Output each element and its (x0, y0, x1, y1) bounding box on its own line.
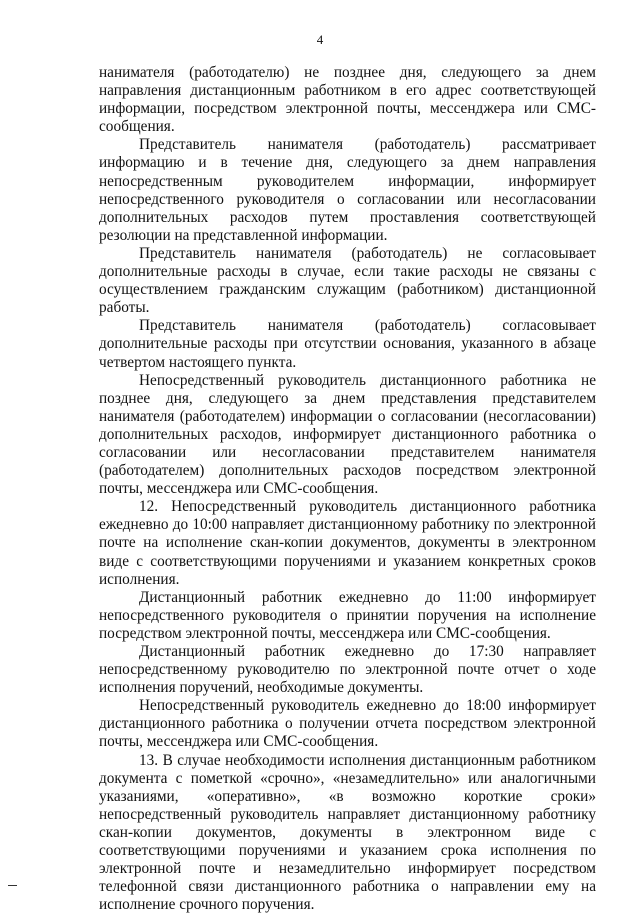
paragraph-confirmation-1800: Непосредственный руководитель ежедневно до 18:00 информирует дистанционного работника о получении отчета посредством электронной почты, мессенджера или СМС-сообщения. (99, 697, 596, 751)
page-number: 4 (316, 32, 324, 47)
paragraph-clause-13: 13. В случае необходимости исполнения дистанционным работником документа с пометкой «срочно», «незамедлительно» или аналогичными указаниями, «оперативно», «в возможно короткие сроки» непосредственный руководитель направляет дистанционному работнику скан-копии документов, документы в электронном виде с соответствующими поручениями и указанием срока исполнения по электронной почте и незамедлительно информирует посредством телефонной связи дистанционного работника о направлении ему на исполнение срочного поручения. (99, 751, 596, 914)
paragraph-clause-12: 12. Непосредственный руководитель дистанционного работника ежедневно до 10:00 направляет дистанционному работнику по электронной почте на исполнение скан-копии документов, документы в электронном виде с соответствующими поручениями и указанием конкретных сроков исполнения. (99, 498, 596, 588)
corner-mark (8, 885, 17, 886)
paragraph-continuation: нанимателя (работодателю) не позднее дня, следующего за днем направления дистанционным работником в его адрес соответствующей информации, посредством электронной почты, мессенджера или СМС-сообщения. (99, 64, 596, 136)
paragraph-report-1730: Дистанционный работник ежедневно до 17:30 направляет непосредственному руководителю по электронной почте отчет о ходе исполнения поручений, необходимые документы. (99, 643, 596, 697)
paragraph-acceptance-1100: Дистанционный работник ежедневно до 11:00 информирует непосредственного руководителя о принятии поручения на исполнение посредством электронной почты, мессенджера или СМС-сообщения. (99, 588, 596, 642)
document-body (99, 64, 596, 914)
paragraph-expenses-rejected: Представитель нанимателя (работодатель) не согласовывает дополнительные расходы в случае, если такие расходы не связаны с осуществлением гражданским служащим (работником) дистанционной работы. (99, 244, 596, 317)
paragraph-manager-informs: Непосредственный руководитель дистанционного работника не позднее дня, следующего за днем представления представителем нанимателя (работодателем) информации о согласовании (несогласовании) дополнительных расходов, информирует дистанционного работника о согласовании или несогласовании представителем нанимателя (работодателем) дополнительных расходов посредством электронной почты, мессенджера или СМС-сообщения. (99, 371, 596, 498)
paragraph-expenses-approved: Представитель нанимателя (работодатель) согласовывает дополнительные расходы при отсутствии основания, указанного в абзаце четвертом настоящего пункта. (99, 317, 596, 371)
paragraph-employer-review: Представитель нанимателя (работодатель) рассматривает информацию и в течение дня, следующего за днем направления непосредственным руководителем информации, информирует непосредственного руководителя о согласовании или несогласовании дополнительных расходов путем проставления соответствующей резолюции на представленной информации. (99, 136, 596, 244)
